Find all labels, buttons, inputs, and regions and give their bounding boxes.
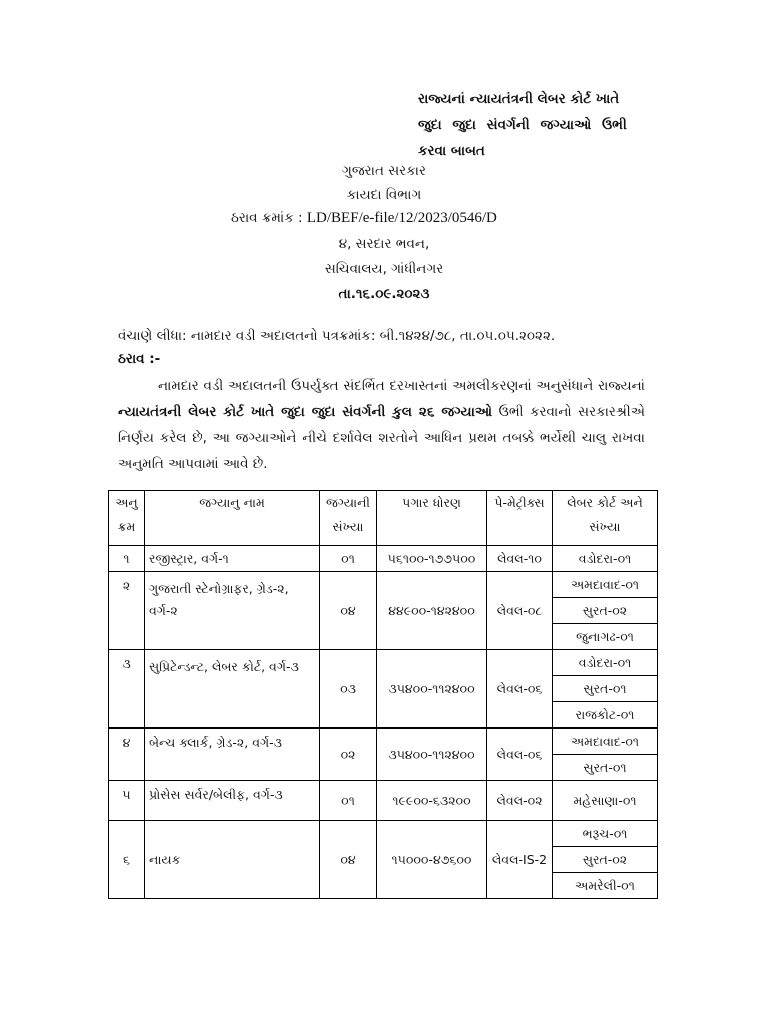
department-name: કાયદા વિભાગ: [346, 187, 422, 203]
serial-cell: ૨: [109, 572, 145, 650]
count-cell: ૦૪: [320, 821, 377, 899]
posts-table: [108, 490, 658, 899]
court-cell: અમદાવાદ-૦૧: [553, 572, 658, 598]
pay-cell: ૧૯૯૦૦-૬૩૨૦૦: [377, 781, 487, 821]
table-row: [109, 781, 658, 821]
court-cell: ભરૂચ-૦૧: [553, 821, 658, 847]
post-cell: પ્રોસેસ સર્વર/બેલીફ, વર્ગ-૩: [145, 781, 320, 821]
column-header-count: જગ્યાની સંખ્યા: [320, 491, 377, 546]
serial-cell: ૩: [109, 650, 145, 729]
address-line: સચિવાલય, ગાંધીનગર: [324, 261, 444, 277]
subject-line: કરવા બાબત: [418, 143, 485, 159]
post-cell: સુપ્રિટેન્ડન્ટ, લેબર કોર્ટ, વર્ગ-૩: [145, 650, 320, 729]
court-cell: અમદાવાદ-૦૧: [553, 728, 658, 755]
column-header-post: જગ્યાનુ નામ: [145, 491, 320, 546]
paragraph-bold-text: ન્યાયતંત્રની લેબર કોર્ટ ખાતે જુદા જુદા સંવર્ગની કુલ ૨૬ જગ્યાઓ: [118, 404, 493, 420]
post-cell: ગુજરાતી સ્ટેનોગ્રાફર, ગ્રેડ-૨, વર્ગ-૨: [145, 572, 320, 650]
pay-cell: ૫૬૧૦૦-૧૭૭૫૦૦: [377, 546, 487, 572]
pay-cell: ૧૫૦૦૦-૪૭૬૦૦: [377, 821, 487, 899]
count-cell: ૦૧: [320, 546, 377, 572]
serial-cell: ૫: [109, 781, 145, 821]
court-cell: વડોદરા-૦૧: [553, 650, 658, 676]
table-row: [109, 728, 658, 755]
count-cell: ૦૪: [320, 572, 377, 650]
government-name: ગુજરાત સરકાર: [342, 163, 426, 179]
post-cell: બેન્ચ ક્લાર્ક, ગ્રેડ-૨, વર્ગ-૩: [145, 728, 320, 781]
court-cell: અમરેલી-૦૧: [553, 873, 658, 899]
address-line: ૪, સરદાર ભવન,: [338, 236, 430, 252]
column-header-pay: પગાર ધોરણ: [377, 491, 487, 546]
court-cell: વડોદરા-૦૧: [553, 546, 658, 572]
resolution-heading: ઠરાવ :-: [118, 351, 161, 367]
matrix-cell: લેવલ-૦૬: [487, 650, 553, 729]
table-row: [109, 821, 658, 847]
court-cell: મહેસાણા-૦૧: [553, 781, 658, 821]
count-cell: ૦૧: [320, 781, 377, 821]
paragraph-text: નામદાર વડી અદાલતની ઉપર્યુક્ત સંદર્ભિત દરખાસ્તનાં અમલીકરણનાં અનુસંધાને રાજ્યનાં: [158, 378, 645, 394]
matrix-cell: લેવલ-૦૨: [487, 781, 553, 821]
subject-block: [418, 86, 627, 164]
column-header-matrix: પે-મેટ્રીક્સ: [487, 491, 553, 546]
matrix-cell: લેવલ-૧૦: [487, 546, 553, 572]
paragraph-text: ઉભી કરવાનો સરકારશ્રીએ નિર્ણય કરેલ છે, આ જગ્યાઓને નીચે દર્શાવેલ શરતોને આધિન પ્રથમ તબક્કે ભર્યેથી ચાલુ રાખવા અનુમતિ આપવામાં આવે છે.: [118, 404, 645, 472]
court-cell: રાજકોટ-૦૧: [553, 702, 658, 729]
court-cell: જુનાગઢ-૦૧: [553, 624, 658, 650]
resolution-paragraph: [118, 373, 645, 477]
court-cell: સુરત-૦૨: [553, 598, 658, 624]
pay-cell: ૪૪૯૦૦-૧૪૨૪૦૦: [377, 572, 487, 650]
serial-cell: ૬: [109, 821, 145, 899]
court-cell: સુરત-૦૨: [553, 847, 658, 873]
serial-cell: ૪: [109, 728, 145, 781]
pay-cell: ૩૫૪૦૦-૧૧૨૪૦૦: [377, 728, 487, 781]
column-header-court: લેબર કોર્ટ અને સંખ્યા: [553, 491, 658, 546]
table-row: [109, 650, 658, 676]
column-header-serial: અનુ ક્રમ: [109, 491, 145, 546]
count-cell: ૦૨: [320, 728, 377, 781]
document-date: તા.૧૬.૦૯.૨૦૨૩: [338, 286, 430, 302]
subject-line: જુદા જુદા સંવર્ગની જગ્યાઓ ઉભી: [418, 117, 627, 133]
post-cell: રજીસ્ટ્રાર, વર્ગ-૧: [145, 546, 320, 572]
matrix-cell: લેવલ-IS-2: [487, 821, 553, 899]
matrix-cell: લેવલ-૦૬: [487, 728, 553, 781]
table-row: [109, 546, 658, 572]
resolution-number-label: ઠરાવ ક્રમાંક :: [231, 210, 303, 226]
post-cell: નાયક: [145, 821, 320, 899]
subject-line: રાજ્યનાં ન્યાયતંત્રની લેબર કોર્ટ ખાતે: [418, 91, 620, 107]
count-cell: ૦૩: [320, 650, 377, 729]
resolution-number-line: [231, 210, 497, 227]
table-header-row: [109, 491, 658, 546]
court-cell: સુરત-૦૧: [553, 755, 658, 781]
resolution-number: LD/BEF/e-file/12/2023/0546/D: [306, 210, 497, 226]
serial-cell: ૧: [109, 546, 145, 572]
court-cell: સુરત-૦૧: [553, 676, 658, 702]
reference-read: વંચાણે લીધા: નામદાર વડી અદાલતનો પત્રક્રમાંક: બી.૧૪૨૪/૭૮, તા.૦૫.૦૫.૨૦૨૨.: [118, 328, 556, 344]
table-row: [109, 572, 658, 598]
matrix-cell: લેવલ-૦૮: [487, 572, 553, 650]
pay-cell: ૩૫૪૦૦-૧૧૨૪૦૦: [377, 650, 487, 729]
